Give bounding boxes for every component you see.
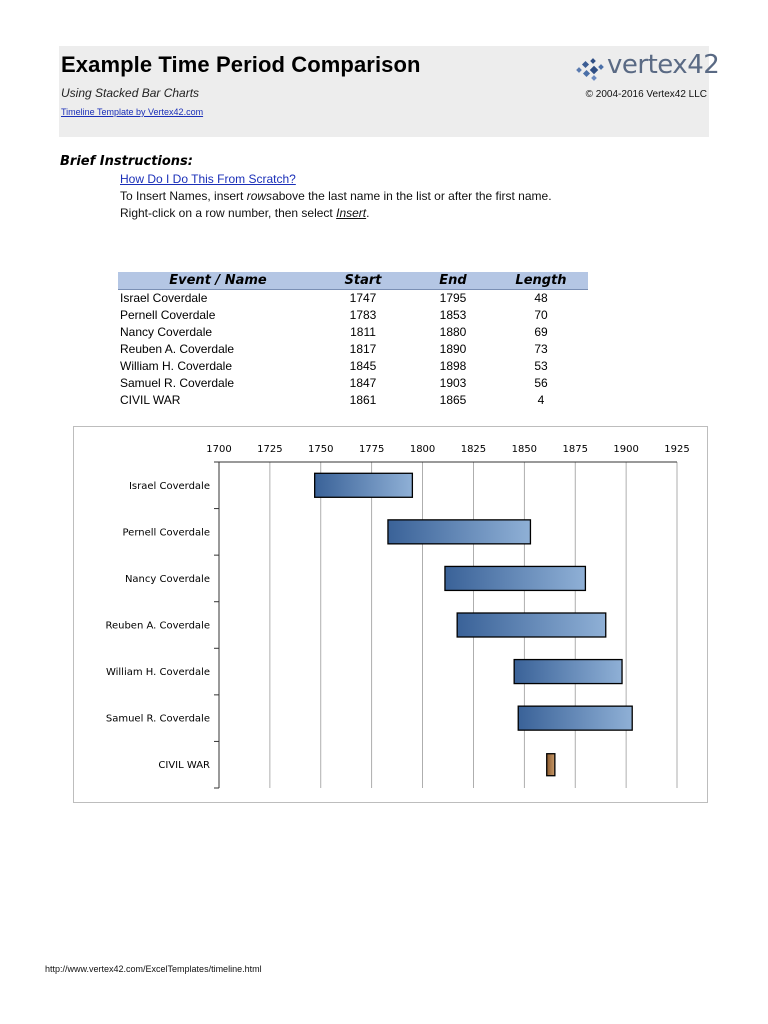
cell-length: 4: [537, 393, 545, 407]
cell-end: 1880: [439, 325, 467, 339]
instructions-line-2-em: Insert: [336, 206, 367, 220]
table-row: [118, 341, 588, 358]
table-row: [118, 307, 588, 324]
y-category-label: CIVIL WAR: [158, 760, 210, 772]
y-category-label: Pernell Coverdale: [122, 527, 210, 539]
header-event-name: Event / Name: [169, 273, 267, 288]
cell-name: Reuben A. Coverdale: [120, 342, 235, 356]
cell-name: William H. Coverdale: [120, 359, 233, 373]
x-tick-label: 1750: [308, 444, 334, 455]
instructions-line-1-a: To Insert Names, insert: [120, 189, 247, 203]
cell-end: 1795: [439, 291, 467, 305]
table-row: [118, 290, 588, 307]
y-category-label: Samuel R. Coverdale: [105, 713, 210, 725]
timeline-chart-svg: [74, 427, 707, 802]
cell-end: 1903: [439, 376, 467, 390]
cell-end: 1890: [439, 342, 467, 356]
instructions-line-2-a: Right-click on a row number, then select: [120, 206, 337, 220]
cell-name: CIVIL WAR: [120, 393, 181, 407]
instructions-line-2-b: .: [366, 206, 370, 220]
x-tick-label: 1725: [257, 444, 283, 455]
timeline-bar: [315, 473, 413, 497]
cell-length: 73: [534, 342, 548, 356]
x-tick-label: 1925: [664, 444, 690, 455]
timeline-bar: [388, 520, 530, 544]
cell-start: 1845: [349, 359, 377, 373]
table-body: [118, 290, 588, 409]
cell-length: 48: [534, 291, 548, 305]
instructions-line-1-b: above the last name in the list or after the first name.: [272, 189, 552, 203]
y-category-label: Israel Coverdale: [128, 480, 210, 492]
copyright-notice: © 2004-2016 Vertex42 LLC: [585, 89, 707, 100]
x-tick-label: 1700: [206, 444, 232, 455]
cell-start: 1817: [349, 342, 377, 356]
y-category-label: William H. Coverdale: [105, 667, 210, 679]
y-category-label: Reuben A. Coverdale: [105, 620, 210, 632]
cell-start: 1811: [350, 325, 376, 339]
footer-url[interactable]: http://www.vertex42.com/ExcelTemplates/timeline.html: [45, 964, 262, 974]
cell-start: 1861: [349, 393, 377, 407]
event-table: [118, 272, 588, 409]
cell-name: Israel Coverdale: [120, 291, 208, 305]
table-header-row: [118, 272, 588, 290]
cell-start: 1783: [349, 308, 377, 322]
cell-name: Samuel R. Coverdale: [120, 376, 235, 390]
instructions-heading: Brief Instructions:: [60, 154, 193, 169]
cell-end: 1898: [439, 359, 467, 373]
logo-mark-icon: [575, 56, 605, 82]
page-title: Example Time Period Comparison: [61, 52, 421, 77]
timeline-chart: [73, 426, 708, 803]
vertex42-logo: [575, 50, 720, 82]
cell-name: Nancy Coverdale: [120, 325, 213, 339]
instructions-line-1: [120, 189, 552, 203]
cell-length: 69: [534, 325, 548, 339]
instructions-link[interactable]: How Do I Do This From Scratch?: [120, 172, 296, 186]
table-row: [118, 324, 588, 341]
cell-name: Pernell Coverdale: [120, 308, 216, 322]
header-start: Start: [344, 273, 382, 288]
cell-length: 53: [534, 359, 548, 373]
table-row: [118, 375, 588, 392]
cell-start: 1847: [349, 376, 377, 390]
cell-end: 1853: [439, 308, 467, 322]
cell-length: 70: [534, 308, 548, 322]
logo-text: vertex42: [607, 50, 720, 80]
x-tick-label: 1850: [511, 444, 538, 455]
timeline-bar: [547, 754, 555, 776]
timeline-bar: [518, 706, 632, 730]
x-tick-label: 1775: [358, 444, 385, 455]
timeline-bar: [514, 660, 622, 684]
cell-length: 56: [534, 376, 548, 390]
cell-end: 1865: [439, 393, 467, 407]
header-band: [59, 46, 720, 137]
x-tick-label: 1800: [409, 444, 436, 455]
timeline-bar: [445, 566, 585, 590]
page-subtitle: Using Stacked Bar Charts: [61, 86, 200, 100]
instructions-line-1-em: rows: [246, 189, 273, 203]
x-tick-label: 1875: [562, 444, 588, 455]
x-tick-label: 1900: [613, 444, 639, 455]
header-length: Length: [515, 273, 567, 288]
header-end: End: [439, 273, 467, 288]
table-row: [118, 392, 588, 409]
cell-start: 1747: [349, 291, 377, 305]
y-category-label: Nancy Coverdale: [124, 573, 210, 585]
template-link[interactable]: Timeline Template by Vertex42.com: [61, 107, 204, 117]
timeline-bar: [457, 613, 606, 637]
x-tick-label: 1825: [460, 444, 487, 455]
table-row: [118, 358, 588, 375]
instructions-line-2: [120, 206, 369, 220]
